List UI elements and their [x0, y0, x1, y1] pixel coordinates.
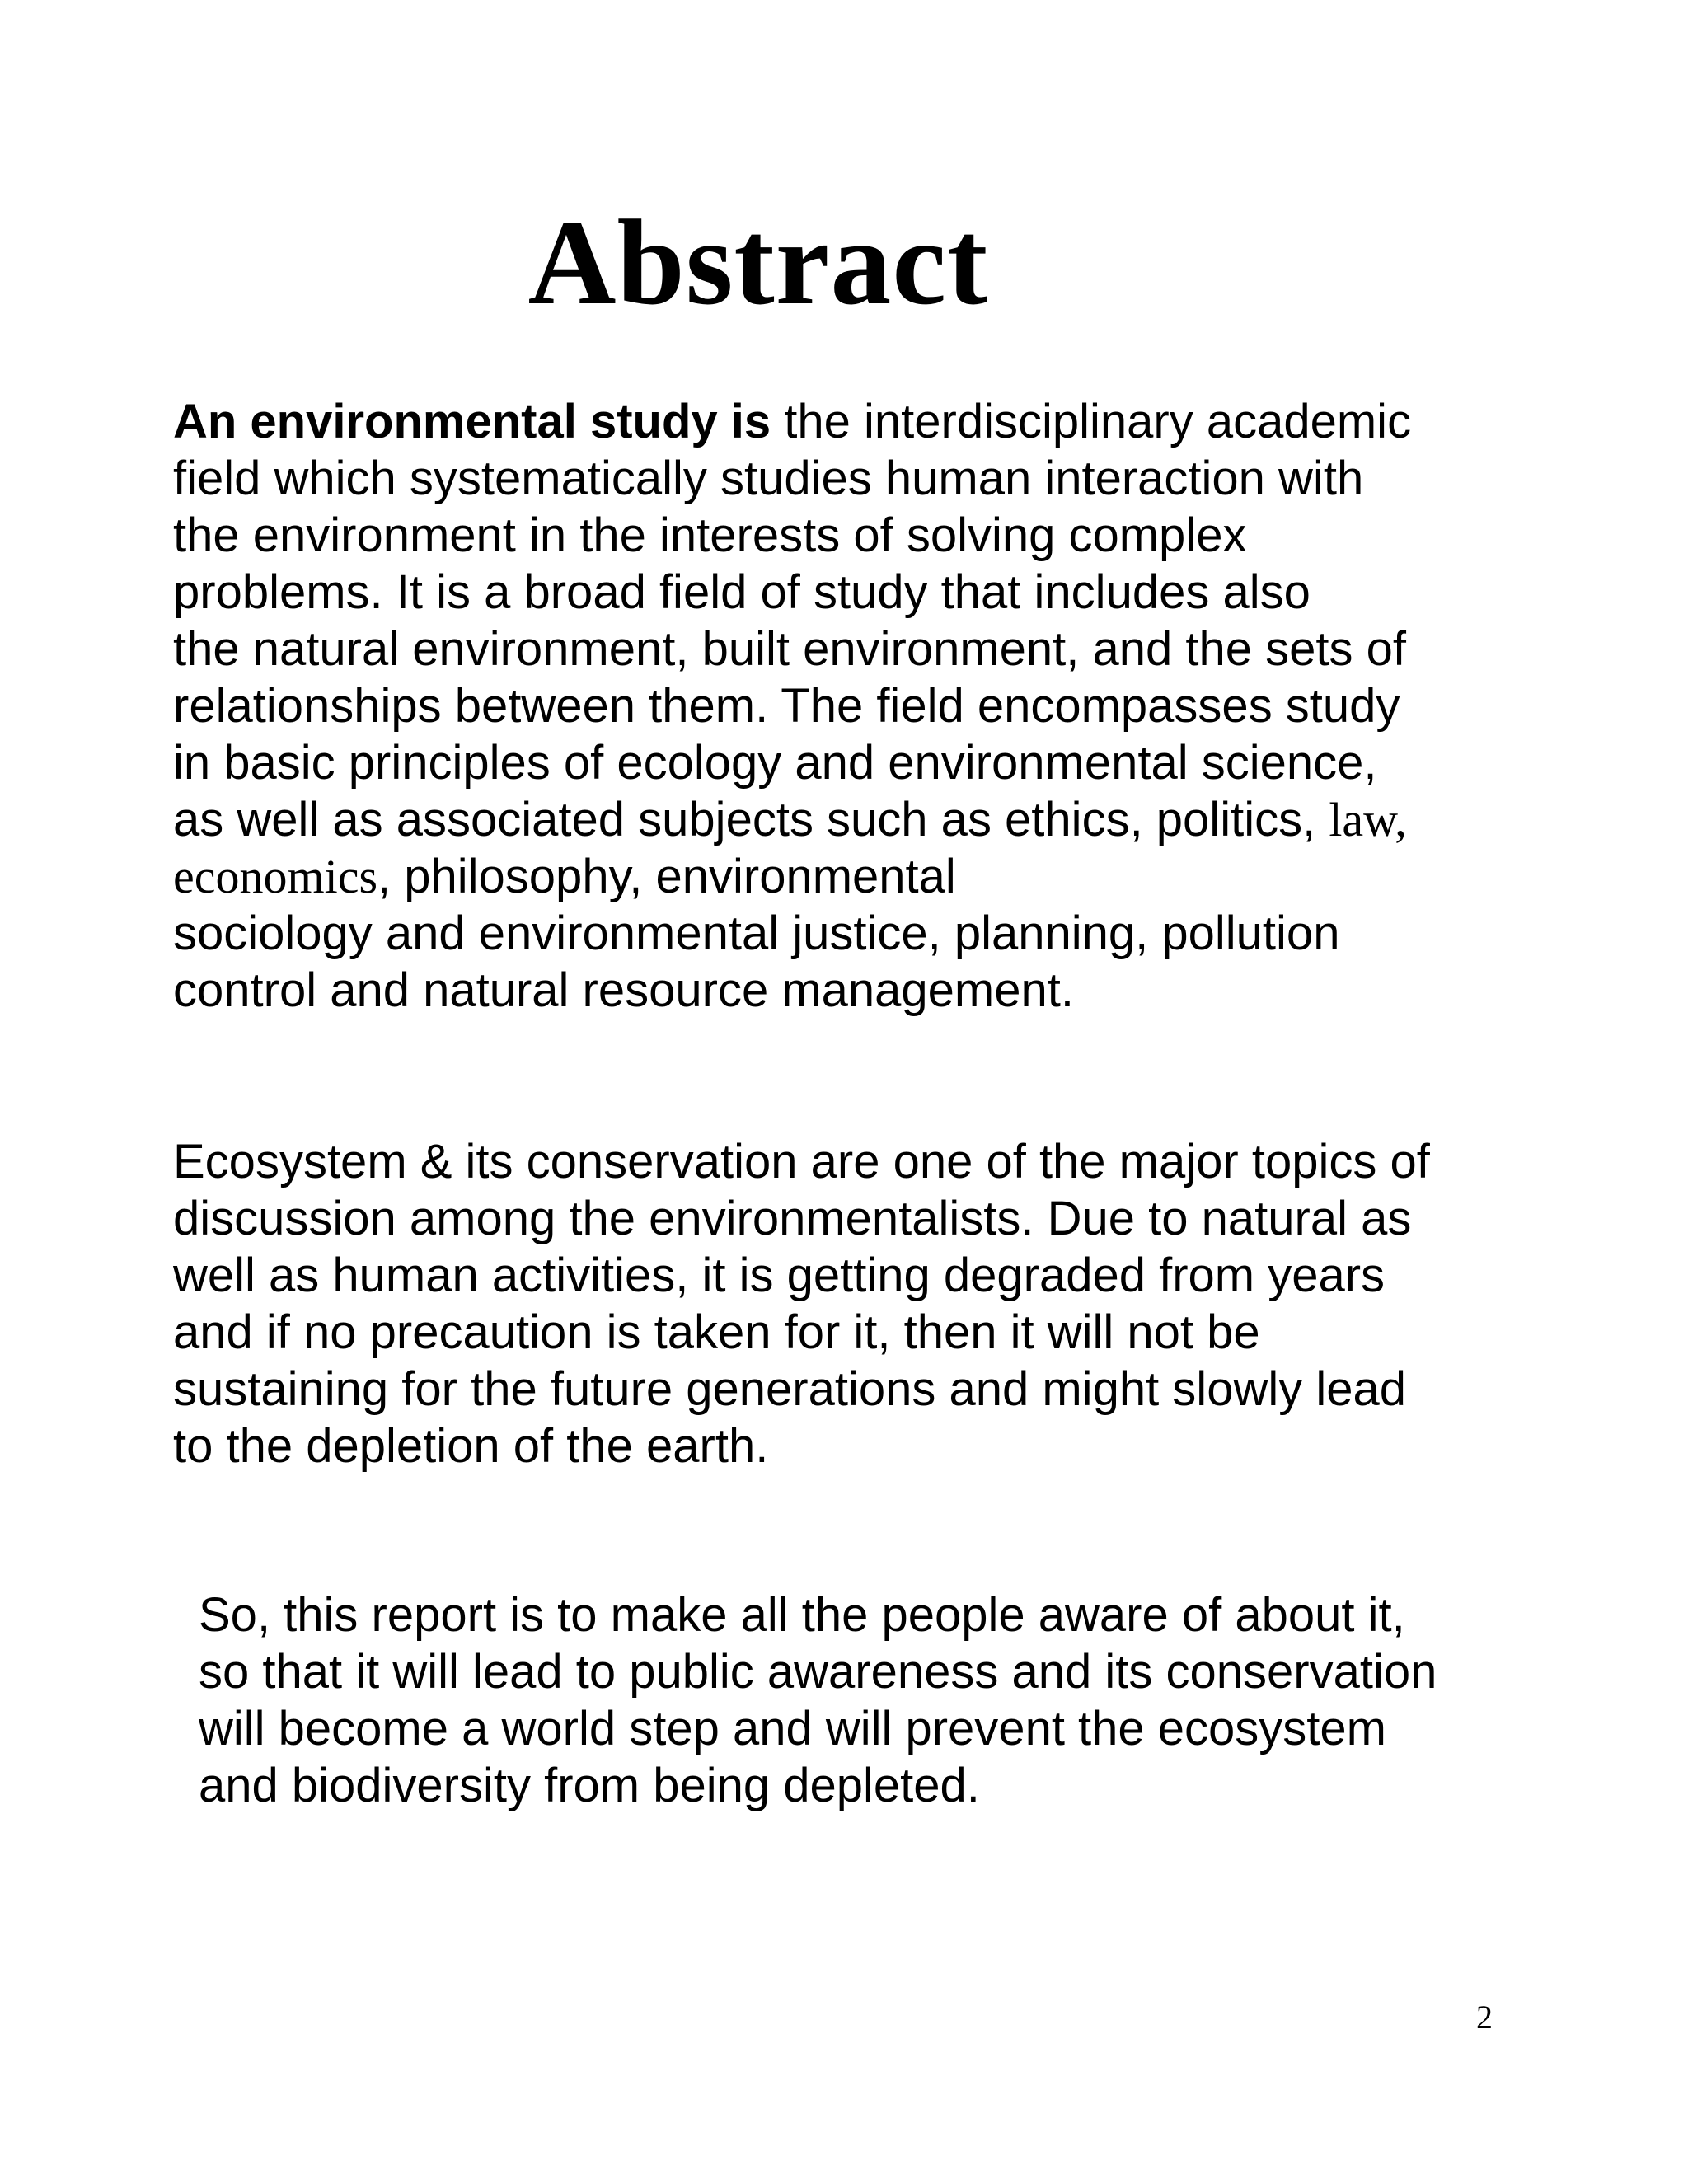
paragraph-line: Ecosystem & its conservation are one of the major topics of [173, 1135, 1430, 1188]
bold-lead-text: An environmental study is [173, 395, 771, 448]
paragraph-line: sustaining for the future generations and might slowly lead [173, 1362, 1406, 1416]
paragraph-line: discussion among the environmentalists. Due to natural as [173, 1192, 1412, 1245]
abstract-paragraph-2 [173, 1133, 1430, 1474]
paragraph-line [173, 848, 1411, 905]
abstract-paragraph-1 [173, 393, 1411, 1019]
paragraph-line: sociology and environmental justice, planning, pollution [173, 907, 1340, 960]
paragraph-line: relationships between them. The field encompasses study [173, 679, 1400, 733]
line-text: the interdisciplinary academic [771, 395, 1412, 448]
paragraph-line: field which systematically studies human interaction with [173, 452, 1364, 505]
serif-text: economics [173, 850, 378, 903]
page-title: Abstract [528, 195, 989, 330]
paragraph-line [173, 393, 1411, 450]
paragraph-line [173, 791, 1411, 848]
paragraph-line: the natural environment, built environment, and the sets of [173, 622, 1406, 676]
abstract-paragraph-3 [199, 1586, 1437, 1814]
paragraph-line: so that it will lead to public awareness and its conservation [199, 1645, 1437, 1699]
paragraph-line: problems. It is a broad field of study that includes also [173, 565, 1311, 619]
paragraph-line: well as human activities, it is getting degraded from years [173, 1249, 1386, 1302]
line-text: as well as associated subjects such as ethics, politics, [173, 793, 1329, 846]
paragraph-line: to the depletion of the earth. [173, 1419, 769, 1473]
serif-text: law, [1329, 793, 1407, 846]
line-text: , philosophy, environmental [377, 850, 956, 903]
paragraph-line: control and natural resource management. [173, 963, 1074, 1017]
paragraph-line: in basic principles of ecology and environmental science, [173, 736, 1377, 790]
paragraph-line: will become a world step and will prevent the ecosystem [199, 1702, 1386, 1755]
paragraph-line: the environment in the interests of solving complex [173, 509, 1247, 562]
paragraph-line: and if no precaution is taken for it, then it will not be [173, 1305, 1260, 1359]
page-number: 2 [1476, 1999, 1493, 2036]
paragraph-line: So, this report is to make all the people aware of about it, [199, 1588, 1405, 1642]
paragraph-line: and biodiversity from being depleted. [199, 1759, 980, 1812]
